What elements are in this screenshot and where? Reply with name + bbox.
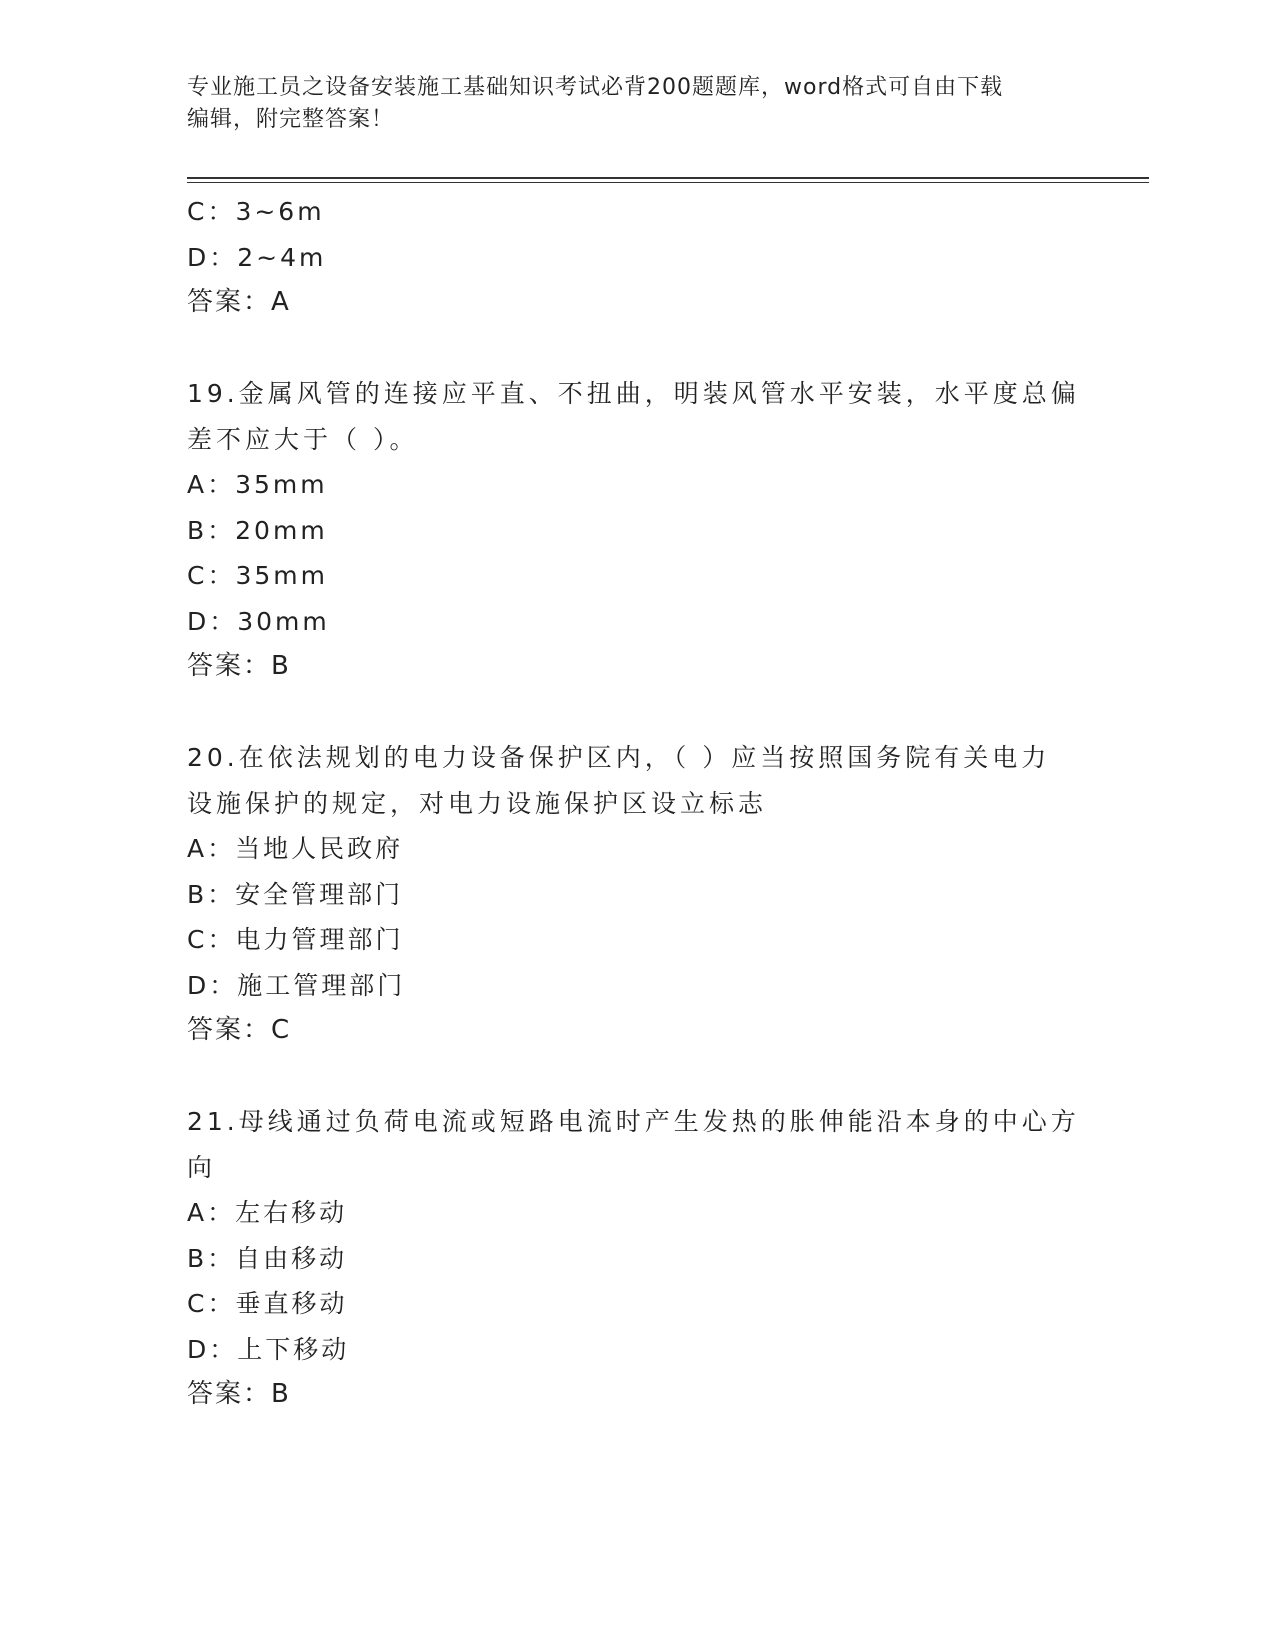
question-20: [187, 735, 1087, 1054]
option-b: B：安全管理部门: [187, 879, 404, 909]
option-c: C：35mm: [187, 561, 328, 590]
answer-label: 答案：B: [187, 651, 291, 681]
header-divider-thick: [187, 177, 1149, 179]
document-header: [187, 72, 1087, 136]
option-c: C：3~6m: [187, 197, 325, 226]
question-stem-line-1: 20.在依法规划的电力设备保护区内，（ ）应当按照国务院有关电力: [187, 743, 1051, 772]
question-stem-line-2: 向: [187, 1152, 217, 1182]
option-d: D：30mm: [187, 606, 330, 636]
option-b: B：20mm: [187, 515, 328, 545]
spacer: [187, 690, 1087, 736]
header-title-line-1: 专业施工员之设备安装施工基础知识考试必背200题题库，word格式可自由下载: [187, 75, 1004, 100]
answer-label: 答案：A: [187, 287, 291, 317]
option-a: A：左右移动: [187, 1198, 348, 1227]
header-title-line-2: 编辑，附完整答案！: [187, 107, 395, 132]
answer-label: 答案：C: [187, 1015, 292, 1045]
question-list: [187, 189, 1087, 1418]
question-stem-line-1: 21.母线通过负荷电流或短路电流时产生发热的胀伸能沿本身的中心方: [187, 1107, 1080, 1136]
option-b: B：自由移动: [187, 1243, 348, 1273]
question-18-tail: [187, 189, 1087, 326]
option-d: D：施工管理部门: [187, 970, 406, 1000]
option-c: C：垂直移动: [187, 1289, 348, 1318]
question-21: [187, 1099, 1087, 1418]
question-stem-line-2: 设施保护的规定，对电力设施保护区设立标志: [187, 788, 768, 818]
option-a: A：35mm: [187, 470, 328, 499]
option-d: D：2~4m: [187, 242, 327, 272]
question-19: [187, 371, 1087, 690]
question-stem-line-1: 19.金属风管的连接应平直、不扭曲，明装风管水平安装，水平度总偏: [187, 379, 1080, 408]
header-divider-thin: [187, 182, 1149, 183]
spacer: [187, 326, 1087, 372]
option-a: A：当地人民政府: [187, 834, 404, 863]
spacer: [187, 1054, 1087, 1100]
answer-label: 答案：B: [187, 1379, 291, 1409]
question-stem-line-2: 差不应大于（ ）。: [187, 424, 419, 454]
option-c: C：电力管理部门: [187, 925, 404, 954]
option-d: D：上下移动: [187, 1334, 350, 1364]
